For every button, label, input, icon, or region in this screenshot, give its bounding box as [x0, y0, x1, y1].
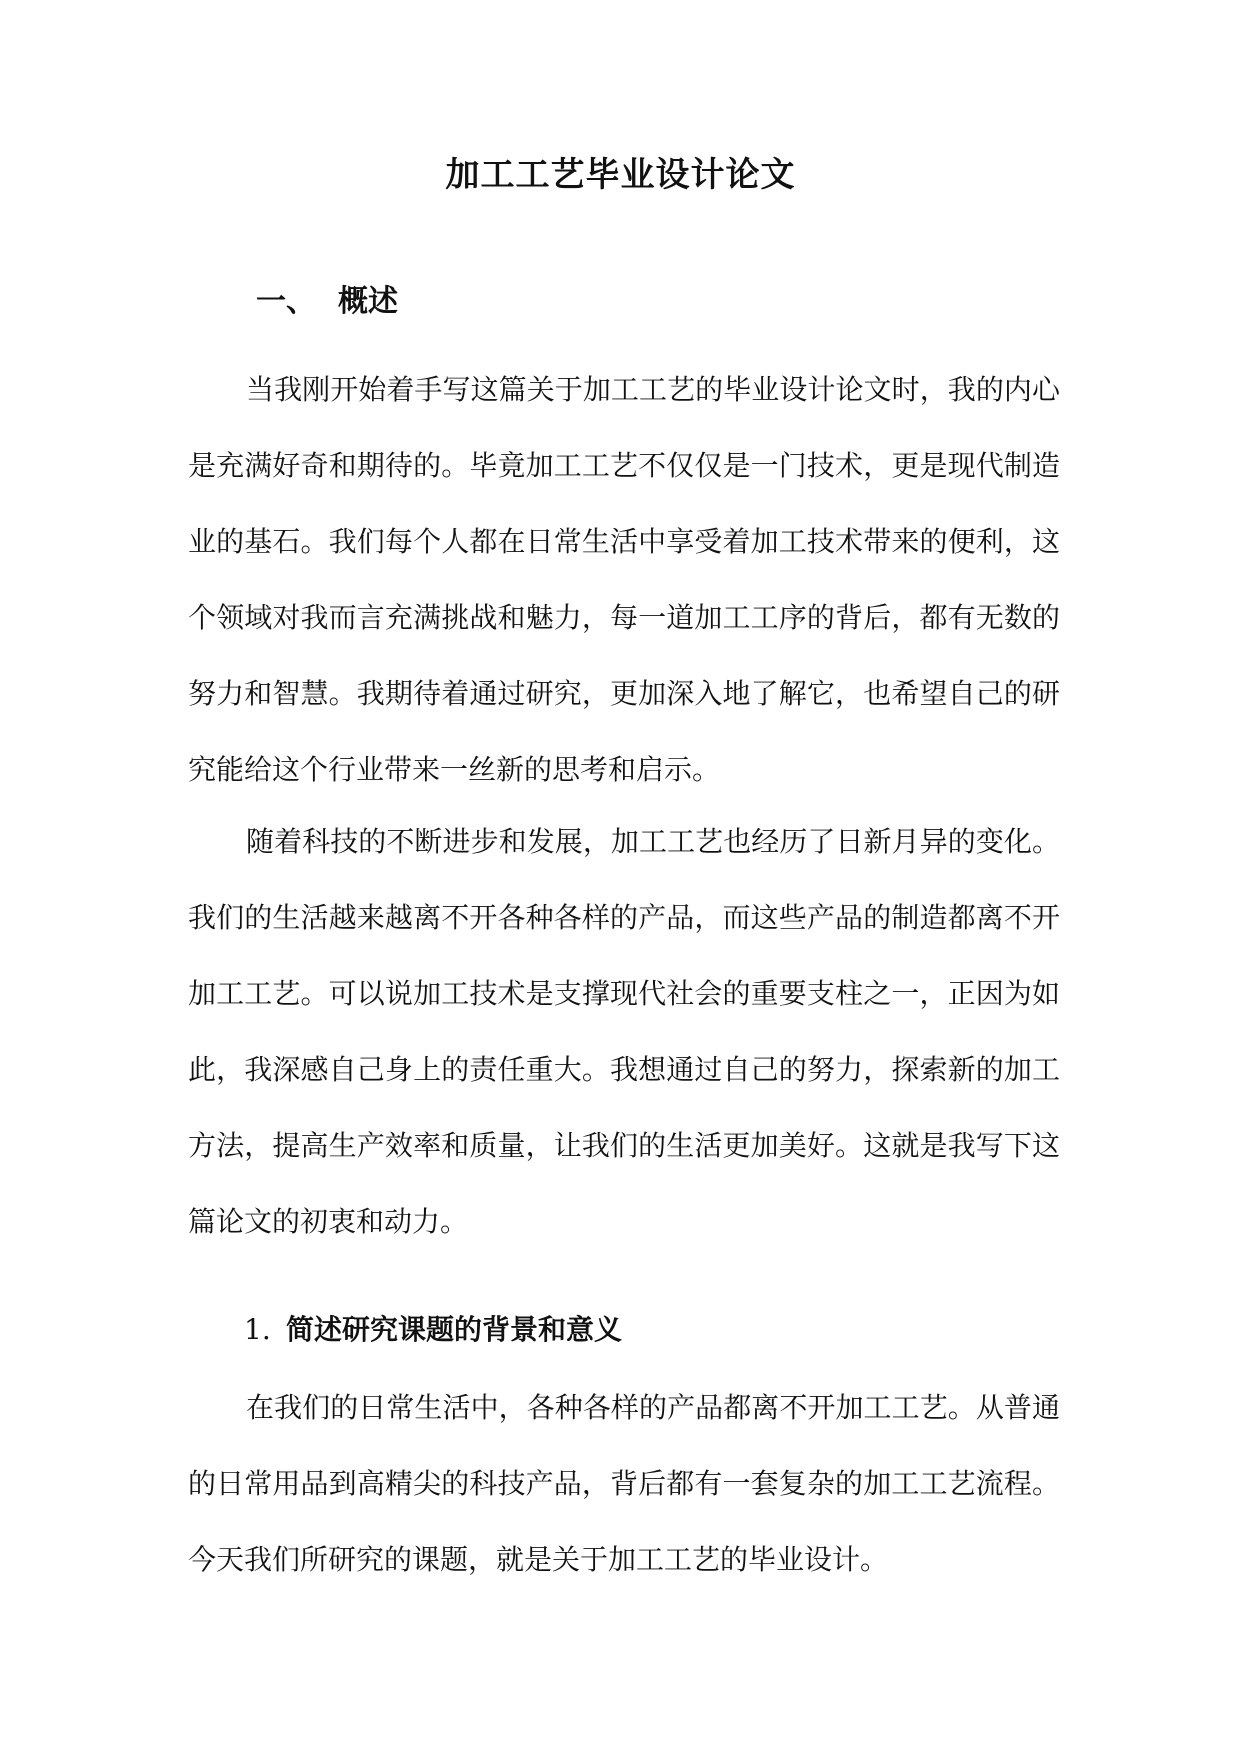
section-number: 一、: [256, 284, 316, 319]
subsection-heading: [244, 1308, 622, 1352]
subsection-title: 简述研究课题的背景和意义: [286, 1313, 623, 1346]
subsection-number: 1.: [244, 1313, 271, 1346]
body-paragraph: 在我们的日常生活中，各种各样的产品都离不开加工工艺。从普通的日常用品到高精尖的科技产品，背后都有一套复杂的加工工艺流程。今天我们所研究的课题，就是关于加工工艺的毕业设计。: [188, 1391, 1060, 1576]
body-paragraph: 随着科技的不断进步和发展，加工工艺也经历了日新月异的变化。我们的生活越来越离不开各种各样的产品，而这些产品的制造都离不开加工工艺。可以说加工技术是支撑现代社会的重要支柱之一，正因为如此，我深感自己身上的责任重大。我想通过自己的努力，探索新的加工方法，提高生产效率和质量，让我们的生活更加美好。这就是我写下这篇论文的初衷和动力。: [188, 825, 1060, 1238]
section-title: 概述: [338, 284, 398, 319]
body-paragraph: 当我刚开始着手写这篇关于加工工艺的毕业设计论文时，我的内心是充满好奇和期待的。毕竟加工工艺不仅仅是一门技术，更是现代制造业的基石。我们每个人都在日常生活中享受着加工技术带来的便利，这个领域对我而言充满挑战和魅力，每一道加工工序的背后，都有无数的努力和智慧。我期待着通过研究，更加深入地了解它，也希望自己的研究能给这个行业带来一丝新的思考和启示。: [188, 373, 1060, 786]
document-title: 加工工艺毕业设计论文: [445, 155, 796, 195]
section-heading: [256, 280, 398, 324]
